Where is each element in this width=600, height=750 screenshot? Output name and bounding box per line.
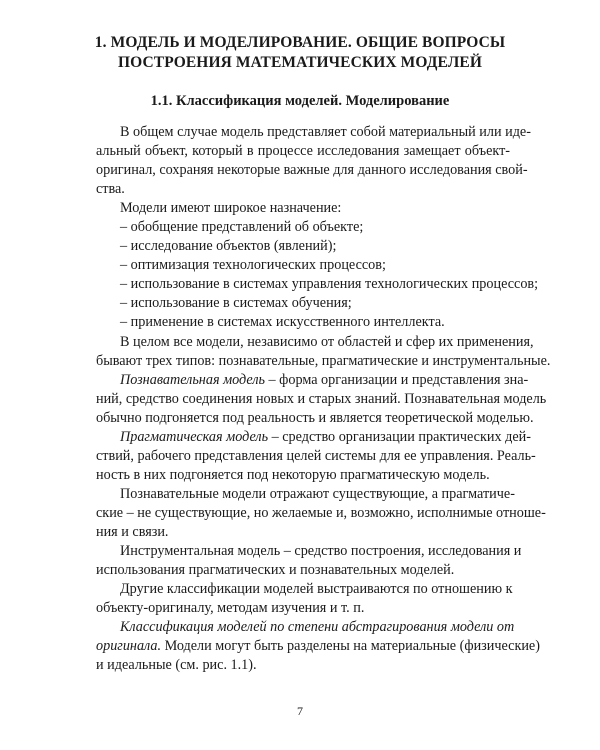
body-line: обычно подгоняется под реальность и является теоретической моделью.: [96, 409, 534, 426]
body-line: ность в них подгоняется под некоторую прагматическую модель.: [96, 466, 490, 483]
body-line: В целом все модели, независимо от областей и сфер их применения,: [120, 333, 534, 350]
list-item: – использование в системах управления технологических процессов;: [120, 276, 539, 293]
term-italic: оригинала.: [96, 638, 162, 655]
body-line: объекту-оригиналу, методам изучения и т. п.: [96, 600, 365, 617]
body-line: ния и связи.: [96, 523, 169, 540]
term-italic: Классификация моделей по степени абстрагирования модели от: [120, 619, 515, 636]
body-line: [96, 618, 515, 637]
section-title: 1.1. Классификация моделей. Моделирование: [150, 93, 450, 109]
term-italic: Познавательная модель: [120, 371, 265, 388]
body-line: ства.: [96, 181, 125, 198]
body-line: оригинал, сохраняя некоторые важные для данного исследования свой-: [96, 162, 528, 179]
body-line: бывают трех типов: познавательные, прагматические и инструментальные.: [96, 352, 551, 369]
list-item: – использование в системах обучения;: [120, 295, 352, 312]
body-line: использования прагматических и познавательных моделей.: [96, 562, 455, 579]
body-line: ствий, рабочего представления целей системы для ее управления. Реаль-: [96, 447, 536, 464]
body-line: и идеальные (см. рис. 1.1).: [96, 657, 257, 674]
body-line: оригинала. Модели могут быть разделены на материальные (физические): [96, 638, 540, 655]
body-line: Прагматическая модель – средство организации практических дей-: [120, 428, 531, 445]
body-line: Познавательная модель – форма организации и представления зна-: [120, 371, 529, 388]
list-item: – исследование объектов (явлений);: [120, 238, 337, 255]
chapter-title-line-2: ПОСТРОЕНИЯ МАТЕМАТИЧЕСКИХ МОДЕЛЕЙ: [117, 54, 482, 71]
page-number: 7: [297, 704, 303, 718]
body-line: альный объект, который в процессе исследования замещает объект-: [96, 143, 510, 160]
list-item: – обобщение представлений об объекте;: [120, 219, 364, 236]
body-line: Познавательные модели отражают существующие, а прагматиче-: [120, 485, 515, 502]
body-line: Другие классификации моделей выстраиваются по отношению к: [120, 581, 513, 598]
body-line: В общем случае модель представляет собой материальный или иде-: [120, 124, 531, 140]
body-line: ские – не существующие, но желаемые и, возможно, исполнимые отноше-: [96, 504, 546, 521]
list-item: – оптимизация технологических процессов;: [120, 257, 386, 274]
body-line: Модели имеют широкое назначение:: [120, 200, 342, 217]
list-item: – применение в системах искусственного интеллекта.: [120, 314, 445, 331]
chapter-title-line-1: 1. МОДЕЛЬ И МОДЕЛИРОВАНИЕ. ОБЩИЕ ВОПРОСЫ: [94, 34, 506, 51]
body-line: Инструментальная модель – средство построения, исследования и: [120, 543, 522, 560]
body-text: [96, 123, 551, 675]
body-line: ний, средство соединения новых и старых знаний. Познавательная модель: [96, 390, 547, 407]
term-italic: Прагматическая модель: [120, 428, 269, 445]
